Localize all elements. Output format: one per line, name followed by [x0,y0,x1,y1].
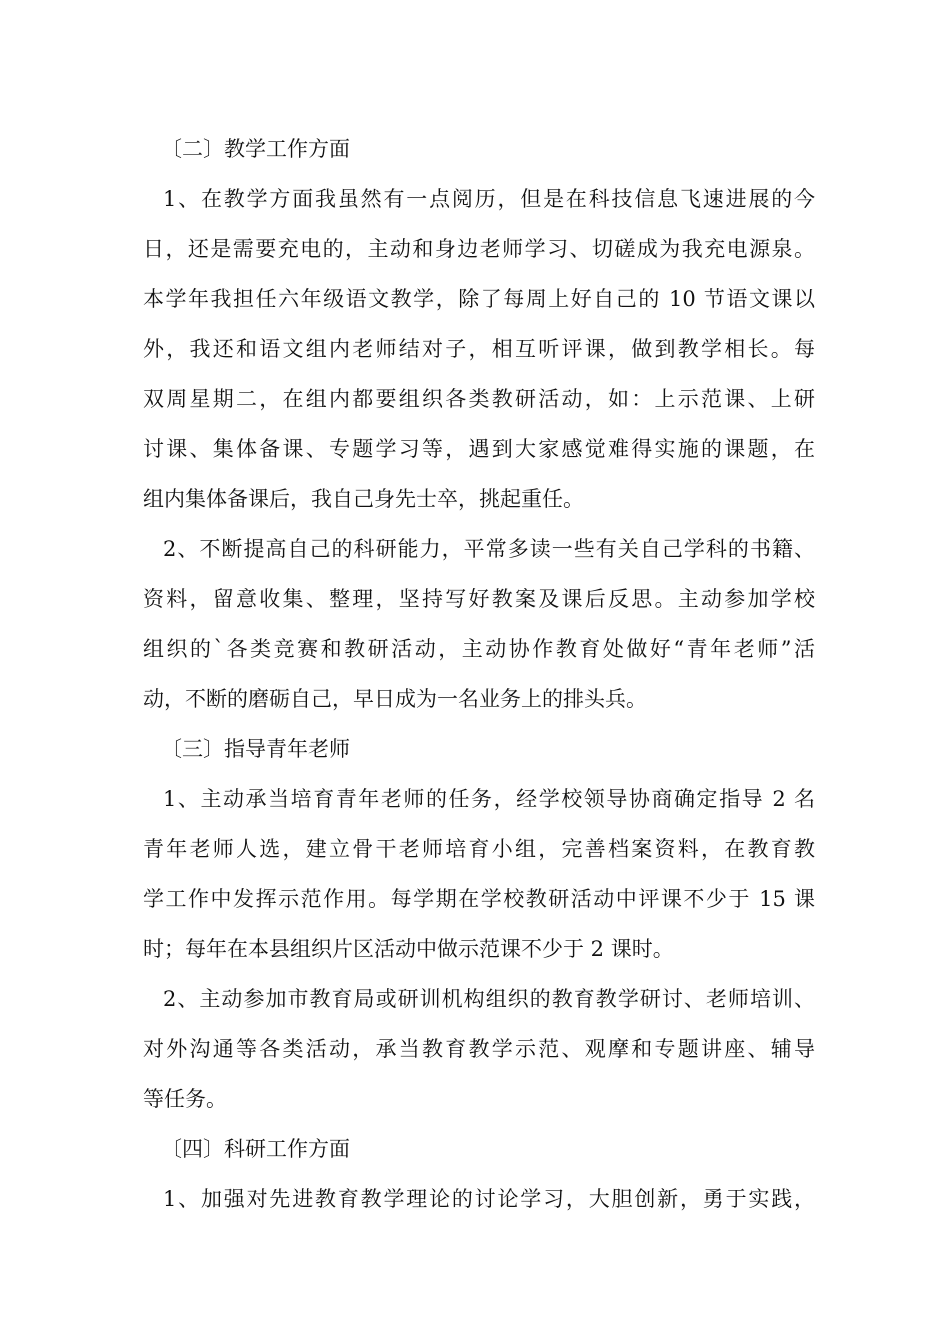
paragraph-line: 2、主动参加市教育局或研训机构组织的教育教学研讨、老师培训、 [163,987,815,1011]
paragraph-line: 时；每年在本县组织片区活动中做示范课不少于 2 课时。 [143,937,674,961]
paragraph-line: 等任务。 [143,1087,227,1111]
paragraph-line: 青年老师人选，建立骨干老师培育小组，完善档案资料，在教育教 [143,837,815,861]
paragraph-line: 日，还是需要充电的，主动和身边老师学习、切磋成为我充电源泉。 [143,237,815,261]
paragraph-line: 资料，留意收集、整理，坚持写好教案及课后反思。主动参加学校 [143,587,815,611]
paragraph-line: 1、在教学方面我虽然有一点阅历，但是在科技信息飞速进展的今 [163,187,815,211]
section-heading: 〔二〕教学工作方面 [161,137,350,161]
document-body [143,124,815,1224]
paragraph-line: 组内集体备课后，我自己身先士卒，挑起重任。 [143,487,584,511]
paragraph-line: 学工作中发挥示范作用。每学期在学校教研活动中评课不少于 15 课 [143,887,815,911]
paragraph-line: 1、加强对先进教育教学理论的讨论学习，大胆创新，勇于实践， [163,1187,815,1211]
section-heading: 〔三〕指导青年老师 [161,737,350,761]
paragraph-line: 动，不断的磨砺自己，早日成为一名业务上的排头兵。 [143,687,647,711]
paragraph-line: 组织的`各类竞赛和教研活动，主动协作教育处做好“青年老师”活 [143,637,815,661]
paragraph-line: 本学年我担任六年级语文教学，除了每周上好自己的 10 节语文课以 [143,287,815,311]
paragraph-line: 对外沟通等各类活动，承当教育教学示范、观摩和专题讲座、辅导 [143,1037,815,1061]
section-heading: 〔四〕科研工作方面 [161,1137,350,1161]
paragraph-line: 双周星期二，在组内都要组织各类教研活动，如：上示范课、上研 [143,387,815,411]
paragraph-line: 2、不断提高自己的科研能力，平常多读一些有关自己学科的书籍、 [163,537,815,561]
paragraph-line: 外，我还和语文组内老师结对子，相互听评课，做到教学相长。每 [143,337,815,361]
paragraph-line: 讨课、集体备课、专题学习等，遇到大家感觉难得实施的课题，在 [143,437,815,461]
paragraph-line: 1、主动承当培育青年老师的任务，经学校领导协商确定指导 2 名 [163,787,815,811]
